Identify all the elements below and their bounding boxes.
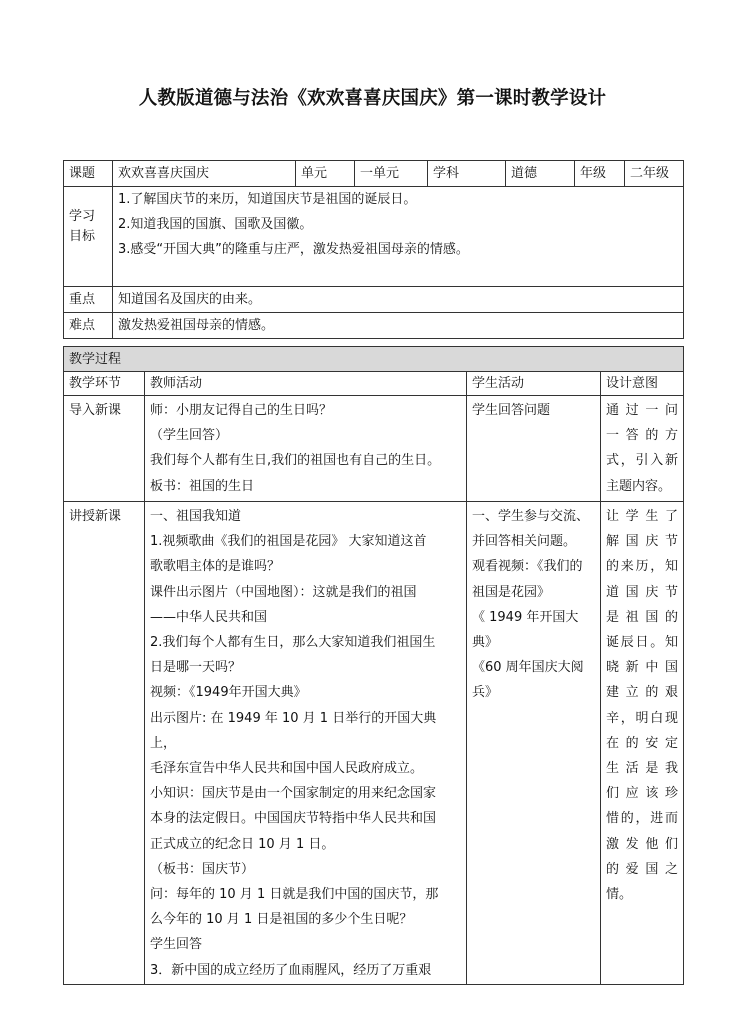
difficult-point-value: 激发热爱祖国母亲的情感。 (113, 313, 684, 339)
text-line: 主题内容。 (606, 478, 672, 494)
text-line: 并回答相关问题。 (472, 534, 577, 550)
unit-value: 一单元 (355, 161, 428, 187)
topic-label: 课题 (64, 161, 113, 187)
text-line: 么今年的 10 月 1 日是祖国的多少个生日呢？ (150, 912, 413, 928)
text-line: 观看视频：《我们的 (472, 559, 583, 575)
intro-design-intent (601, 396, 684, 502)
text-line: 生活是我 (606, 761, 679, 777)
topic-value: 欢欢喜喜庆国庆 (113, 161, 296, 187)
subject-label: 学科 (428, 161, 506, 187)
text-line: 诞辰日。知 (606, 635, 679, 651)
process-header-row (64, 372, 684, 396)
text-line: 辛，明白现 (606, 710, 679, 726)
text-line: 学生回答问题 (472, 403, 551, 418)
text-line: 3．新中国的成立经历了血雨腥风，经历了万重艰 (150, 962, 432, 978)
goals-label (64, 187, 113, 287)
text-line: 一答的方 (606, 428, 679, 444)
text-line: 的爱国之 (606, 861, 679, 877)
text-line: 《 1949 年开国大 (472, 609, 579, 625)
main-teacher-activity (145, 502, 467, 985)
text-line: 们应该珍 (606, 786, 679, 802)
topic-row (64, 161, 684, 187)
text-line: （学生回答） (150, 428, 229, 444)
text-line: 小知识：国庆节是由一个国家制定的用来纪念国家 (150, 786, 437, 802)
subject-value: 道德 (506, 161, 575, 187)
goal-item: 3.感受“开国大典”的隆重与庄严，激发热爱祖国母亲的情感。 (118, 242, 469, 257)
unit-label: 单元 (296, 161, 355, 187)
text-line: 课件出示图片（中国地图）：这就是我们的祖国 (150, 584, 417, 600)
text-line: 毛泽东宣告中华人民共和国中国人民政府成立。 (150, 761, 424, 777)
header-stage: 教学环节 (64, 372, 145, 396)
text-line: 祖国是花园》 (472, 584, 551, 600)
key-point-label: 重点 (64, 287, 113, 313)
text-line: 学生回答 (150, 937, 203, 953)
text-line: 在的安定 (606, 735, 679, 751)
lesson-info-table (63, 160, 684, 339)
text-line: 视频：《1949年开国大典》 (150, 685, 307, 701)
text-line: 《60 周年国庆大阅 (472, 660, 584, 676)
text-line: 歌歌唱主体的是谁吗？ (150, 559, 281, 575)
text-line: 问：每年的 10 月 1 日就是我们中国的国庆节，那 (150, 887, 439, 903)
main-stage: 讲授新课 (64, 502, 145, 985)
text-line: 师：小朋友记得自己的生日吗？ (150, 403, 333, 418)
text-line: 晓新中国 (606, 660, 679, 676)
goal-item: 2.知道我国的国旗、国歌及国徽。 (118, 217, 313, 232)
goals-label-line: 学习 (69, 209, 96, 224)
intro-student-activity (467, 396, 601, 502)
text-line: （板书：国庆节） (150, 861, 255, 877)
text-line: 本身的法定假日。中国国庆节特指中华人民共和国 (150, 811, 437, 827)
process-section-title: 教学过程 (64, 347, 684, 372)
text-line: ——中华人民共和国 (150, 609, 268, 625)
text-line: 日是哪一天吗？ (150, 660, 242, 676)
text-line: 板书：祖国的生日 (150, 478, 255, 494)
text-line: 激发他们 (606, 836, 679, 852)
document-title: 人教版道德与法治《欢欢喜喜庆国庆》第一课时教学设计 (138, 88, 607, 109)
text-line: 1.视频歌曲《我们的祖国是花园》 大家知道这首 (150, 534, 427, 550)
intro-teacher-activity (145, 396, 467, 502)
text-line: 兵》 (472, 685, 499, 701)
text-line: 式，引入新 (606, 453, 679, 469)
text-line: 让学生了 (606, 509, 679, 524)
main-student-activity (467, 502, 601, 985)
text-line: 一、祖国我知道 (150, 509, 242, 524)
text-line: 是祖国的 (606, 609, 679, 625)
difficult-point-row (64, 313, 684, 339)
grade-label: 年级 (575, 161, 625, 187)
difficult-point-label: 难点 (64, 313, 113, 339)
text-line: 正式成立的纪念日 10 月 1 日。 (150, 836, 335, 852)
text-line: 情。 (606, 887, 633, 903)
text-line: 建立的艰 (606, 685, 679, 701)
intro-row (64, 396, 684, 502)
text-line: 惜的，进而 (606, 811, 679, 827)
text-line: 一、学生参与交流、 (472, 509, 590, 524)
header-intent: 设计意图 (601, 372, 684, 396)
header-student: 学生活动 (467, 372, 601, 396)
text-line: 道国庆节 (606, 584, 679, 600)
text-line: 2.我们每个人都有生日，那么大家知道我们祖国生 (150, 635, 436, 651)
main-design-intent (601, 502, 684, 985)
text-line: 的来历，知 (606, 559, 679, 575)
text-line: 通过一问 (606, 403, 679, 418)
header-teacher: 教师活动 (145, 372, 467, 396)
text-line: 解国庆节 (606, 534, 679, 550)
goals-row (64, 187, 684, 287)
key-point-value: 知道国名及国庆的由来。 (113, 287, 684, 313)
text-line: 出示图片: 在 1949 年 10 月 1 日举行的开国大典上， (150, 710, 437, 751)
grade-value: 二年级 (625, 161, 684, 187)
goals-content (113, 187, 684, 287)
goals-label-line: 目标 (69, 229, 96, 244)
text-line: 典》 (472, 635, 499, 651)
goal-item: 1.了解国庆节的来历，知道国庆节是祖国的诞辰日。 (118, 192, 417, 207)
intro-stage: 导入新课 (64, 396, 145, 502)
key-point-row (64, 287, 684, 313)
teaching-process-table (63, 346, 684, 985)
text-line: 我们每个人都有生日,我们的祖国也有自己的生日。 (150, 453, 441, 469)
main-lesson-row (64, 502, 684, 985)
